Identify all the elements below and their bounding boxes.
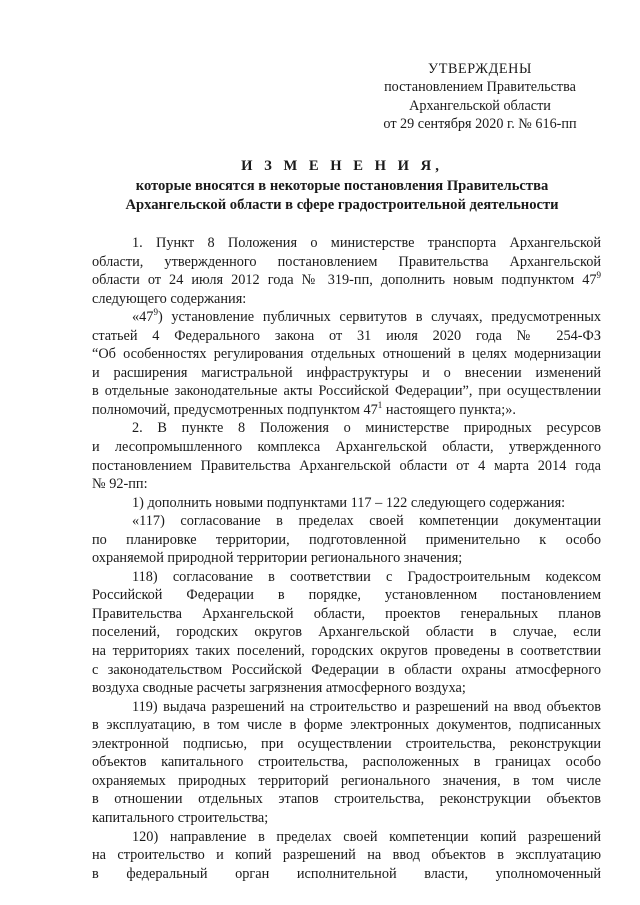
- approval-stamp: [360, 60, 600, 134]
- body-line: [92, 253, 601, 272]
- body-line: [92, 438, 601, 457]
- body-text: капитального строительства;: [92, 809, 269, 826]
- body-text: на строительство и копий разрешений на ввод объектов в эксплуатацию: [92, 847, 601, 864]
- body-line: [92, 828, 601, 847]
- approval-line: постановлением Правительства: [384, 79, 576, 96]
- body-text: области, утвержденного постановлением Правительства Архангельской: [92, 253, 601, 270]
- body-line: [92, 327, 601, 346]
- title-subtitle: которые вносятся в некоторые постановления Правительства: [135, 177, 549, 194]
- body-text: «47: [132, 309, 154, 326]
- body-line: [92, 290, 601, 309]
- superscript: 9: [153, 308, 158, 318]
- body-text: 1. Пункт 8 Положения о министерстве транспорта Архангельской: [132, 235, 601, 251]
- approval-heading: УТВЕРЖДЕНЫ: [428, 61, 532, 77]
- superscript: 1: [377, 400, 383, 410]
- body-line: [92, 642, 601, 661]
- body-text: 118) согласование в соответствии с Градостроительным кодексом: [132, 568, 601, 585]
- body-text: охраняемой природной территории регионального значения;: [92, 550, 463, 567]
- body-text: статьей 4 Федерального закона от 31 июля 2020 года № 254-ФЗ: [92, 327, 601, 344]
- body-line: [92, 790, 601, 809]
- body-line: [92, 457, 601, 476]
- body-line: [92, 772, 601, 791]
- body-line: [92, 345, 601, 364]
- body-text: и расширения магистральной инфраструктуры и о внесении изменений: [92, 364, 601, 381]
- body-line: [92, 531, 601, 550]
- body-text: объектов капитального строительства, расположенных в границах особо: [92, 754, 601, 771]
- body-text: по планировке территории, подготовленной применительно к особо: [92, 531, 601, 548]
- body-text: области от 24 июля 2012 года № 319-пп, дополнить новым подпунктом 47: [92, 272, 597, 289]
- body-line: [92, 605, 601, 624]
- body-text: настоящего пункта;».: [382, 401, 516, 418]
- body-text: Правительства Архангельской области, проектов генеральных планов: [92, 605, 601, 622]
- approval-line: Архангельской области: [409, 97, 551, 114]
- body-text: охраняемых природных территорий регионального значения, в том числе: [92, 772, 601, 789]
- body-line: [92, 865, 601, 884]
- body-line: [92, 623, 601, 642]
- title-heading: И З М Е Н Е Н И Я,: [241, 158, 443, 174]
- body-text: № 92-пп:: [92, 476, 148, 493]
- body-text: следующего содержания:: [92, 290, 247, 307]
- body-line: [92, 549, 601, 568]
- body-text: в отдельные законодательные акты Российской Федерации”, при осуществлении: [92, 383, 601, 400]
- body-line: [92, 234, 601, 253]
- body-text: 120) направление в пределах своей компетенции копий разрешений: [132, 828, 601, 845]
- document-body: [92, 234, 601, 883]
- body-line: [92, 271, 601, 290]
- body-line: [92, 475, 601, 494]
- body-text: полномочий, предусмотренных подпунктом 47: [92, 401, 378, 418]
- body-text: ) установление публичных сервитутов в случаях, предусмотренных: [157, 309, 601, 326]
- body-line: [92, 753, 601, 772]
- body-line: [92, 846, 601, 865]
- body-line: [92, 382, 601, 401]
- body-line: [92, 698, 601, 717]
- body-line: [92, 809, 601, 828]
- body-text: в отношении отдельных этапов строительства, реконструкции объектов: [92, 791, 601, 808]
- body-line: [92, 364, 601, 383]
- body-line: [92, 735, 601, 754]
- body-text: в эксплуатацию, в том числе в форме электронных документов, подписанных: [92, 717, 601, 734]
- body-text: электронной подписью, при осуществлении строительства, реконструкции: [92, 735, 601, 752]
- body-text: 1) дополнить новыми подпунктами 117 – 122 следующего содержания:: [132, 494, 566, 511]
- body-line: [92, 494, 601, 513]
- body-line: [92, 308, 601, 327]
- body-line: [92, 401, 601, 420]
- title-subtitle: Архангельской области в сфере градостроительной деятельности: [125, 197, 559, 213]
- body-line: [92, 419, 601, 438]
- body-text: воздуха сводные расчеты загрязнения атмосферного воздуха;: [92, 680, 466, 697]
- body-line: [92, 586, 601, 605]
- body-text: 2. В пункте 8 Положения о министерстве природных ресурсов: [132, 420, 601, 437]
- body-text: «117) согласование в пределах своей компетенции документации: [132, 513, 601, 530]
- body-line: [92, 512, 601, 531]
- body-line: [92, 661, 601, 680]
- approval-date: от 29 сентября 2020 г. № 616-пп: [383, 116, 577, 133]
- body-text: постановлением Правительства Архангельской области от 4 марта 2014 года: [92, 457, 601, 474]
- body-text: поселений, городских округов Архангельской области в случае, если: [92, 624, 601, 641]
- body-text: Российской Федерации в порядке, установленном постановлением: [92, 587, 601, 604]
- body-line: [92, 716, 601, 735]
- superscript: 9: [596, 271, 601, 281]
- body-text: и лесопромышленного комплекса Архангельской области, утвержденного: [92, 439, 601, 456]
- body-line: [92, 679, 601, 698]
- body-text: “Об особенностях регулирования отдельных отношений в целях модернизации: [92, 346, 601, 363]
- body-text: на территориях таких поселений, городских округов проведены в соответствии: [92, 643, 601, 660]
- body-text: с законодательством Российской Федерации в области охраны атмосферного: [92, 661, 601, 678]
- document-title: [92, 157, 592, 216]
- body-text: в федеральный орган исполнительной власти, уполномоченный: [92, 865, 601, 882]
- body-text: 119) выдача разрешений на строительство и разрешений на ввод объектов: [132, 698, 601, 715]
- body-line: [92, 568, 601, 587]
